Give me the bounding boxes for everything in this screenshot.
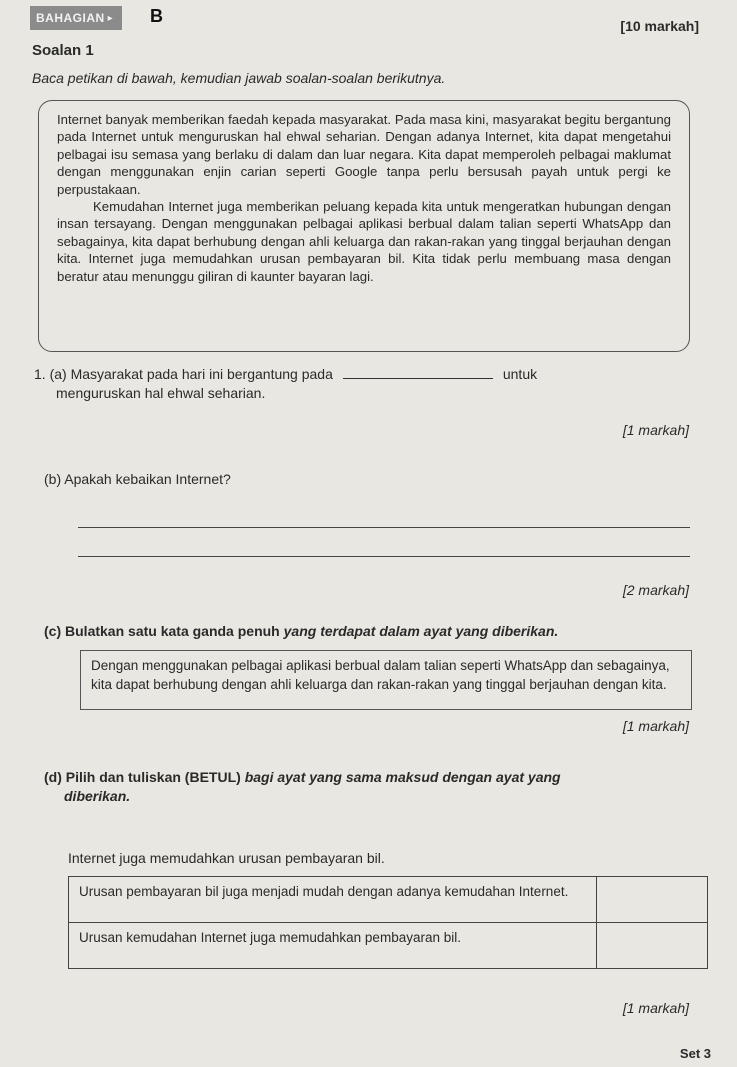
table-row: [69, 923, 708, 969]
question-1a-marks: [1 markah]: [622, 422, 689, 438]
question-1d-italic-text: bagi ayat yang sama maksud dengan ayat yang: [244, 769, 561, 785]
reading-passage: [38, 100, 690, 352]
question-1c-sentence-box[interactable]: Dengan menggunakan pelbagai aplikasi berbual dalam talian seperti WhatsApp dan sebagainya, kita dapat berhubung dengan ahli keluarga dan rakan-rakan yang tinggal berjauhan dengan kita.: [80, 650, 692, 710]
passage-paragraph-1: Internet banyak memberikan faedah kepada masyarakat. Pada masa kini, masyarakat begitu bergantung pada Internet untuk menguruskan hal ehwal seharian. Dengan adanya Internet, kita dapat mengetahui pelbagai isu semasa yang berlaku di dalam dan luar negara. Kita dapat memperoleh pelbagai maklumat dengan menggunakan enjin carian seperti Google tanpa perlu bersusah payah untuk pergi ke perpustakaan.: [57, 112, 671, 197]
question-1a-text-after: untuk: [502, 366, 538, 382]
set-label: Set 3: [679, 1046, 711, 1061]
option-answer-cell-1[interactable]: [597, 877, 708, 923]
chevron-right-icon: ▸: [107, 12, 114, 24]
question-1c-italic-text: yang terdapat dalam ayat yang diberikan.: [283, 623, 559, 639]
passage-paragraph-2: Kemudahan Internet juga memberikan peluang kepada kita untuk mengeratkan hubungan dengan insan tersayang. Dengan menggunakan pelbagai aplikasi berbual dalam talian seperti WhatsApp dan sebagainya, kita dapat berhubung dengan ahli keluarga dan rakan-rakan yang tinggal berjauhan dengan kita. Internet juga memudahkan urusan pembayaran bil. Kita tidak perlu membuang masa dengan beratur atau menunggu giliran di kaunter bayaran lagi.: [57, 199, 671, 284]
question-1b-answer-line-1[interactable]: [78, 527, 690, 528]
question-1c-bold-text: Bulatkan satu kata ganda penuh: [65, 623, 280, 639]
question-1d-marks: [1 markah]: [622, 1000, 689, 1016]
section-letter: B: [150, 6, 163, 26]
question-1a-answer-blank[interactable]: [343, 378, 493, 379]
question-1d-continuation: diberikan.: [64, 788, 131, 804]
question-1b-marks: [2 markah]: [622, 582, 689, 598]
question-1b-answer-line-2[interactable]: [78, 556, 690, 557]
question-instruction: Baca petikan di bawah, kemudian jawab soalan-soalan berikutnya.: [32, 70, 446, 86]
question-1d-bold-text: Pilih dan tuliskan (BETUL): [65, 769, 241, 785]
section-tag: [30, 6, 122, 30]
question-1d-label: (d): [44, 769, 62, 785]
table-row: [69, 877, 708, 923]
total-marks: [10 markah]: [620, 18, 699, 34]
question-1b-text: (b) Apakah kebaikan Internet?: [44, 471, 231, 487]
question-1c: [44, 622, 558, 641]
question-1a-continuation: menguruskan hal ehwal seharian.: [56, 385, 266, 401]
option-answer-cell-2[interactable]: [597, 923, 708, 969]
question-1d: [44, 768, 704, 806]
section-tag-label: BAHAGIAN: [36, 11, 105, 25]
question-1d-options-table: [68, 876, 708, 969]
question-1d-statement: Internet juga memudahkan urusan pembayaran bil.: [68, 850, 385, 866]
question-1a-text: 1. (a) Masyarakat pada hari ini bergantung pada: [34, 366, 333, 382]
question-title: Soalan 1: [32, 42, 94, 59]
question-1c-label: (c): [44, 623, 62, 639]
option-text-2: Urusan kemudahan Internet juga memudahkan pembayaran bil.: [69, 923, 597, 969]
question-1c-marks: [1 markah]: [622, 718, 689, 734]
option-text-1: Urusan pembayaran bil juga menjadi mudah dengan adanya kemudahan Internet.: [69, 877, 597, 923]
question-1a: [34, 365, 694, 403]
